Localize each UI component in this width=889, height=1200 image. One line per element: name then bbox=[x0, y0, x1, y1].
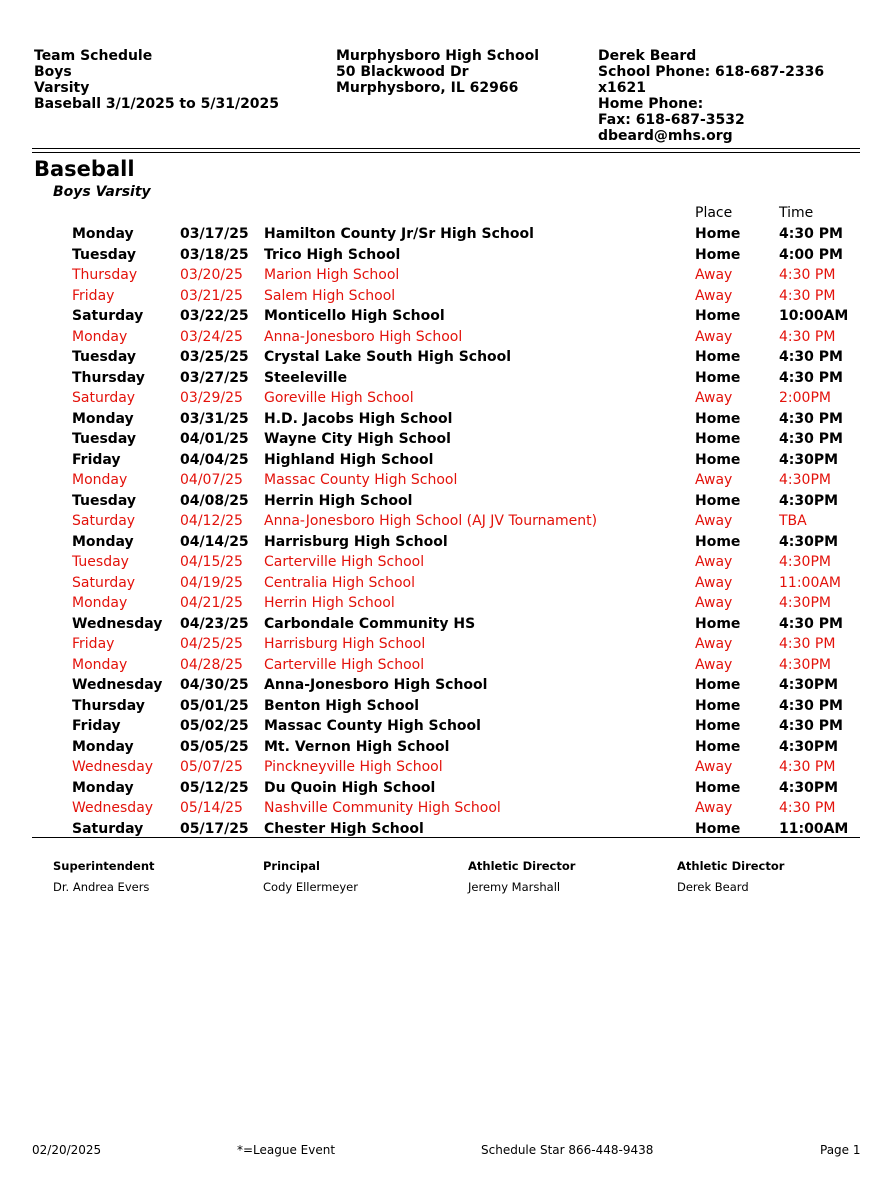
game-day: Wednesday bbox=[72, 800, 154, 816]
game-date: 04/21/25 bbox=[180, 595, 243, 611]
game-date: 03/24/25 bbox=[180, 328, 243, 345]
game-place: Home bbox=[695, 718, 741, 734]
game-row bbox=[0, 470, 889, 491]
game-date: 04/25/25 bbox=[180, 636, 243, 652]
game-opponent: Anna-Jonesboro High School bbox=[264, 677, 488, 693]
game-day: Saturday bbox=[72, 390, 136, 406]
game-row bbox=[0, 306, 889, 327]
game-place: Home bbox=[695, 677, 741, 693]
game-opponent: Hamilton County Jr/Sr High School bbox=[264, 226, 534, 242]
game-opponent: Harrisburg High School bbox=[264, 636, 426, 652]
game-place: Away bbox=[695, 656, 733, 673]
header-contact-info bbox=[598, 48, 824, 144]
game-day: Monday bbox=[72, 410, 134, 427]
game-time: 11:00AM bbox=[779, 574, 842, 591]
game-date: 05/14/25 bbox=[180, 800, 243, 816]
game-opponent: Steeleville bbox=[264, 369, 348, 386]
game-row bbox=[0, 593, 889, 614]
game-date: 05/17/25 bbox=[180, 820, 249, 837]
game-day: Saturday bbox=[72, 513, 136, 529]
header-line: 50 Blackwood Dr bbox=[336, 64, 469, 80]
game-date: 04/07/25 bbox=[180, 472, 243, 488]
header-line: Varsity bbox=[34, 80, 90, 96]
staff-principal bbox=[263, 859, 358, 894]
game-day: Friday bbox=[72, 718, 121, 734]
staff-superintendent bbox=[53, 859, 155, 894]
game-row bbox=[0, 224, 889, 245]
game-date: 03/18/25 bbox=[180, 246, 249, 263]
game-time: 10:00AM bbox=[779, 308, 849, 324]
game-row bbox=[0, 798, 889, 819]
game-row bbox=[0, 737, 889, 758]
header-line: Boys bbox=[34, 64, 72, 80]
game-day: Friday bbox=[72, 287, 115, 304]
game-date: 03/17/25 bbox=[180, 226, 249, 242]
game-opponent: Crystal Lake South High School bbox=[264, 349, 512, 365]
game-day: Tuesday bbox=[72, 554, 129, 570]
game-place: Home bbox=[695, 369, 741, 386]
game-date: 03/20/25 bbox=[180, 267, 243, 283]
game-opponent: Herrin High School bbox=[264, 595, 395, 611]
game-place: Home bbox=[695, 820, 741, 837]
game-time: 4:30PM bbox=[779, 451, 839, 468]
game-row bbox=[0, 327, 889, 348]
game-opponent: Wayne City High School bbox=[264, 431, 451, 447]
staff-name: Dr. Andrea Evers bbox=[53, 880, 150, 894]
game-time: 2:00PM bbox=[779, 390, 831, 406]
header-line: Murphysboro High School bbox=[336, 48, 540, 64]
header-divider-top bbox=[32, 148, 860, 149]
column-header-time: Time bbox=[779, 205, 814, 221]
game-row bbox=[0, 819, 889, 840]
game-place: Away bbox=[695, 390, 733, 406]
game-time: 4:30 PM bbox=[779, 431, 843, 447]
game-row bbox=[0, 552, 889, 573]
game-time: 4:30PM bbox=[779, 595, 831, 611]
game-date: 03/22/25 bbox=[180, 308, 249, 324]
game-row bbox=[0, 696, 889, 717]
game-place: Home bbox=[695, 615, 741, 632]
game-row bbox=[0, 511, 889, 532]
game-opponent: Massac County High School bbox=[264, 718, 481, 734]
footer-legend: *=League Event bbox=[237, 1143, 336, 1157]
game-place: Away bbox=[695, 554, 733, 570]
game-day: Monday bbox=[72, 533, 134, 550]
game-place: Away bbox=[695, 267, 733, 283]
game-place: Home bbox=[695, 349, 741, 365]
game-date: 04/08/25 bbox=[180, 492, 249, 509]
game-opponent: Marion High School bbox=[264, 267, 400, 283]
staff-name: Cody Ellermeyer bbox=[263, 880, 358, 894]
staff-role: Athletic Director bbox=[468, 859, 576, 873]
game-time: 4:30 PM bbox=[779, 369, 843, 386]
staff-role: Superintendent bbox=[53, 859, 155, 873]
game-opponent: Monticello High School bbox=[264, 308, 445, 324]
game-time: 4:30PM bbox=[779, 738, 839, 755]
game-row bbox=[0, 778, 889, 799]
game-date: 04/12/25 bbox=[180, 513, 243, 529]
game-opponent: Anna-Jonesboro High School (AJ JV Tournament) bbox=[264, 513, 598, 529]
game-day: Thursday bbox=[72, 369, 145, 386]
game-row bbox=[0, 491, 889, 512]
game-day: Tuesday bbox=[72, 431, 136, 447]
game-date: 04/14/25 bbox=[180, 533, 249, 550]
game-date: 04/04/25 bbox=[180, 451, 249, 468]
game-day: Monday bbox=[72, 328, 128, 345]
game-place: Away bbox=[695, 287, 733, 304]
game-opponent: H.D. Jacobs High School bbox=[264, 410, 453, 427]
game-day: Saturday bbox=[72, 820, 144, 837]
game-row bbox=[0, 716, 889, 737]
game-day: Saturday bbox=[72, 574, 136, 591]
game-day: Wednesday bbox=[72, 759, 154, 775]
game-opponent: Goreville High School bbox=[264, 390, 414, 406]
game-row bbox=[0, 409, 889, 430]
game-row bbox=[0, 388, 889, 409]
game-opponent: Benton High School bbox=[264, 697, 420, 714]
page-subtitle: Boys Varsity bbox=[53, 184, 151, 200]
game-day: Monday bbox=[72, 472, 128, 488]
game-time: 4:30 PM bbox=[779, 759, 836, 775]
staff-athletic-director-2 bbox=[677, 859, 784, 894]
header-line: x1621 bbox=[598, 80, 646, 96]
game-time: 4:30 PM bbox=[779, 410, 843, 427]
staff-role: Principal bbox=[263, 859, 320, 873]
game-place: Away bbox=[695, 574, 733, 591]
game-place: Home bbox=[695, 226, 741, 242]
staff-athletic-director-1 bbox=[468, 859, 575, 894]
game-time: 4:30 PM bbox=[779, 697, 843, 714]
header-line: Home Phone: bbox=[598, 96, 704, 112]
game-date: 03/21/25 bbox=[180, 287, 243, 304]
game-time: 4:30PM bbox=[779, 472, 831, 488]
game-date: 05/05/25 bbox=[180, 738, 249, 755]
game-place: Away bbox=[695, 800, 733, 816]
game-time: 4:30PM bbox=[779, 492, 839, 509]
page-title: Baseball bbox=[34, 157, 135, 181]
staff-name: Derek Beard bbox=[677, 880, 749, 894]
game-place: Home bbox=[695, 492, 741, 509]
game-date: 05/02/25 bbox=[180, 718, 249, 734]
footer-vendor: Schedule Star 866-448-9438 bbox=[481, 1143, 654, 1157]
game-opponent: Harrisburg High School bbox=[264, 533, 448, 550]
game-time: 4:30 PM bbox=[779, 226, 843, 242]
game-place: Home bbox=[695, 451, 741, 468]
staff-name: Jeremy Marshall bbox=[468, 880, 561, 894]
game-row bbox=[0, 573, 889, 594]
game-opponent: Mt. Vernon High School bbox=[264, 738, 450, 755]
game-day: Tuesday bbox=[72, 492, 136, 509]
header-line: Derek Beard bbox=[598, 48, 697, 64]
game-opponent: Nashville Community High School bbox=[264, 800, 501, 816]
game-day: Saturday bbox=[72, 308, 144, 324]
game-date: 05/01/25 bbox=[180, 697, 249, 714]
game-opponent: Pinckneyville High School bbox=[264, 759, 443, 775]
game-row bbox=[0, 655, 889, 676]
game-place: Away bbox=[695, 636, 733, 652]
header-divider-bottom bbox=[32, 152, 860, 153]
game-opponent: Massac County High School bbox=[264, 472, 458, 488]
game-date: 04/23/25 bbox=[180, 615, 249, 632]
game-opponent: Carterville High School bbox=[264, 554, 425, 570]
game-opponent: Highland High School bbox=[264, 451, 434, 468]
game-opponent: Chester High School bbox=[264, 820, 424, 837]
game-place: Home bbox=[695, 246, 741, 263]
game-day: Wednesday bbox=[72, 677, 163, 693]
game-place: Away bbox=[695, 759, 733, 775]
game-day: Thursday bbox=[72, 267, 138, 283]
game-opponent: Salem High School bbox=[264, 287, 396, 304]
game-row bbox=[0, 245, 889, 266]
game-time: 4:00 PM bbox=[779, 246, 843, 263]
game-place: Home bbox=[695, 533, 741, 550]
game-row bbox=[0, 532, 889, 553]
header-line: Baseball 3/1/2025 to 5/31/2025 bbox=[34, 96, 280, 112]
game-time: 4:30 PM bbox=[779, 615, 843, 632]
game-time: 4:30PM bbox=[779, 677, 839, 693]
game-opponent: Herrin High School bbox=[264, 492, 413, 509]
game-row bbox=[0, 450, 889, 471]
game-day: Monday bbox=[72, 738, 134, 755]
game-place: Home bbox=[695, 697, 741, 714]
game-time: 4:30PM bbox=[779, 533, 839, 550]
header-school-address bbox=[336, 48, 539, 96]
game-time: TBA bbox=[779, 513, 807, 529]
game-opponent: Du Quoin High School bbox=[264, 779, 436, 796]
game-opponent: Anna-Jonesboro High School bbox=[264, 328, 463, 345]
game-row bbox=[0, 429, 889, 450]
game-row bbox=[0, 757, 889, 778]
header-line: School Phone: 618-687-2336 bbox=[598, 64, 825, 80]
game-day: Monday bbox=[72, 779, 134, 796]
game-day: Monday bbox=[72, 595, 128, 611]
game-time: 4:30 PM bbox=[779, 718, 843, 734]
game-date: 04/01/25 bbox=[180, 431, 249, 447]
game-time: 4:30 PM bbox=[779, 349, 843, 365]
game-time: 4:30 PM bbox=[779, 636, 836, 652]
game-place: Away bbox=[695, 595, 733, 611]
game-date: 03/25/25 bbox=[180, 349, 249, 365]
game-day: Monday bbox=[72, 656, 128, 673]
game-time: 4:30 PM bbox=[779, 267, 836, 283]
game-day: Thursday bbox=[72, 697, 145, 714]
game-place: Home bbox=[695, 779, 741, 796]
game-opponent: Carterville High School bbox=[264, 656, 425, 673]
game-day: Friday bbox=[72, 451, 121, 468]
game-date: 03/31/25 bbox=[180, 410, 249, 427]
column-header-place: Place bbox=[695, 205, 733, 221]
game-date: 04/30/25 bbox=[180, 677, 249, 693]
game-time: 11:00AM bbox=[779, 820, 849, 837]
game-row bbox=[0, 347, 889, 368]
game-time: 4:30 PM bbox=[779, 800, 836, 816]
schedule-table bbox=[0, 224, 889, 839]
game-day: Monday bbox=[72, 226, 134, 242]
game-date: 05/12/25 bbox=[180, 779, 249, 796]
game-row bbox=[0, 286, 889, 307]
game-day: Friday bbox=[72, 636, 115, 652]
game-place: Home bbox=[695, 410, 741, 427]
game-date: 04/28/25 bbox=[180, 656, 243, 673]
game-place: Home bbox=[695, 431, 741, 447]
game-time: 4:30PM bbox=[779, 779, 839, 796]
game-place: Home bbox=[695, 308, 741, 324]
game-date: 04/19/25 bbox=[180, 574, 243, 591]
schedule-bottom-divider bbox=[32, 837, 860, 838]
game-place: Away bbox=[695, 472, 733, 488]
footer-page-number: Page 1 bbox=[820, 1143, 861, 1157]
header-line: dbeard@mhs.org bbox=[598, 128, 733, 144]
game-day: Tuesday bbox=[72, 349, 136, 365]
header-line: Murphysboro, IL 62966 bbox=[336, 80, 519, 96]
header-line: Team Schedule bbox=[34, 48, 153, 64]
game-time: 4:30 PM bbox=[779, 287, 836, 304]
game-place: Away bbox=[695, 328, 733, 345]
game-date: 04/15/25 bbox=[180, 554, 243, 570]
game-row bbox=[0, 614, 889, 635]
game-place: Home bbox=[695, 738, 741, 755]
footer-print-date: 02/20/2025 bbox=[32, 1143, 102, 1157]
header-team-info bbox=[34, 48, 279, 112]
game-date: 03/27/25 bbox=[180, 369, 249, 386]
game-day: Wednesday bbox=[72, 615, 163, 632]
game-opponent: Centralia High School bbox=[264, 574, 415, 591]
game-row bbox=[0, 368, 889, 389]
game-place: Away bbox=[695, 513, 733, 529]
game-opponent: Trico High School bbox=[264, 246, 401, 263]
game-date: 03/29/25 bbox=[180, 390, 243, 406]
header-line: Fax: 618-687-3532 bbox=[598, 112, 745, 128]
game-opponent: Carbondale Community HS bbox=[264, 615, 476, 632]
game-time: 4:30 PM bbox=[779, 328, 836, 345]
game-row bbox=[0, 634, 889, 655]
game-row bbox=[0, 265, 889, 286]
game-date: 05/07/25 bbox=[180, 759, 243, 775]
staff-role: Athletic Director bbox=[677, 859, 785, 873]
game-row bbox=[0, 675, 889, 696]
game-time: 4:30PM bbox=[779, 656, 831, 673]
game-day: Tuesday bbox=[72, 246, 136, 263]
game-time: 4:30PM bbox=[779, 554, 831, 570]
